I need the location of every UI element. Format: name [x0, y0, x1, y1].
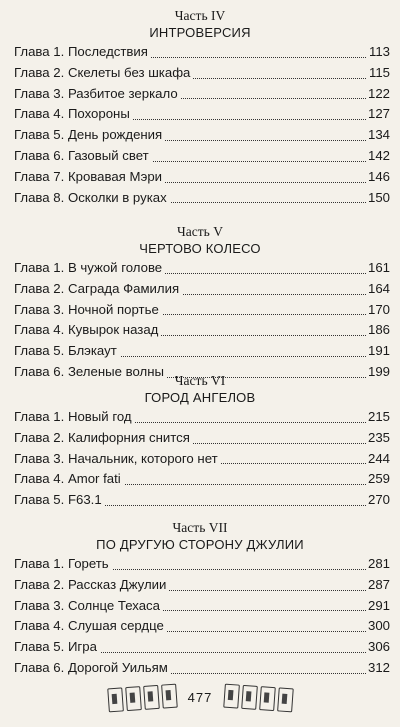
chapter-page-number: 300 — [366, 616, 390, 637]
chapter-page-number: 199 — [366, 362, 390, 383]
list-item — [14, 658, 390, 679]
chapter-title: Глава 2. Калифорния снится — [14, 430, 193, 445]
part-title: ИНТРОВЕРСИЯ — [149, 25, 251, 40]
chapter-title: Глава 7. Кровавая Мэри — [14, 169, 165, 184]
chapter-title: Глава 1. Новый год — [14, 409, 135, 424]
list-item — [14, 616, 390, 637]
chapter-page-number: 164 — [366, 279, 390, 300]
chapter-title: Глава 5. Игра — [14, 639, 100, 654]
list-item — [14, 84, 390, 105]
chapter-page-number: 291 — [366, 596, 390, 617]
chapter-title: Глава 1. Гореть — [14, 556, 112, 571]
list-item — [14, 146, 390, 167]
part-title: ПО ДРУГУЮ СТОРОНУ ДЖУЛИИ — [96, 537, 304, 552]
chapter-title: Глава 3. Солнце Техаса — [14, 598, 163, 613]
chapter-page-number: 146 — [366, 167, 390, 188]
chapter-list — [0, 258, 400, 383]
chapter-title: Глава 1. Последствия — [14, 44, 151, 59]
chapter-page-number: 306 — [366, 637, 390, 658]
chapter-list — [0, 554, 400, 679]
chapter-page-number: 142 — [366, 146, 390, 167]
chapter-page-number: 235 — [366, 428, 390, 449]
page-number: 477 — [187, 690, 213, 705]
chapter-page-number: 215 — [366, 407, 390, 428]
chapter-title: Глава 6. Дорогой Уильям — [14, 660, 171, 675]
chapter-list — [0, 407, 400, 511]
playing-cards-icon — [107, 684, 178, 713]
part-section — [0, 373, 400, 511]
chapter-title: Глава 6. Зеленые волны — [14, 364, 167, 379]
list-item — [14, 407, 390, 428]
list-item — [14, 279, 390, 300]
list-item — [14, 575, 390, 596]
list-item — [14, 637, 390, 658]
list-item — [14, 320, 390, 341]
part-section — [0, 520, 400, 679]
chapter-page-number: 115 — [367, 63, 390, 84]
chapter-title: Глава 4. Похороны — [14, 106, 133, 121]
chapter-page-number: 170 — [366, 300, 390, 321]
chapter-title: Глава 2. Скелеты без шкафа — [14, 65, 193, 80]
chapter-title: Глава 2. Рассказ Джулии — [14, 577, 169, 592]
chapter-page-number: 270 — [366, 490, 390, 511]
chapter-title: Глава 5. Блэкаут — [14, 343, 120, 358]
chapter-page-number: 134 — [366, 125, 390, 146]
list-item — [14, 428, 390, 449]
chapter-title: Глава 6. Газовый свет — [14, 148, 152, 163]
chapter-title: Глава 8. Осколки в руках — [14, 190, 170, 205]
chapter-title: Глава 1. В чужой голове — [14, 260, 165, 275]
chapter-title: Глава 3. Ночной портье — [14, 302, 162, 317]
part-number: Часть VII — [172, 520, 228, 535]
part-title: ЧЕРТОВО КОЛЕСО — [139, 241, 261, 256]
chapter-page-number: 127 — [366, 104, 390, 125]
page-footer — [0, 686, 400, 720]
chapter-page-number: 161 — [366, 258, 390, 279]
chapter-page-number: 244 — [366, 449, 390, 470]
chapter-page-number: 287 — [366, 575, 390, 596]
part-section — [0, 8, 400, 208]
list-item — [14, 42, 390, 63]
chapter-page-number: 186 — [366, 320, 390, 341]
chapter-title: Глава 5. День рождения — [14, 127, 165, 142]
chapter-page-number: 281 — [366, 554, 390, 575]
list-item — [14, 167, 390, 188]
chapter-title: Глава 4. Слушая сердце — [14, 618, 167, 633]
chapter-title: Глава 5. F63.1 — [14, 492, 105, 507]
list-item — [14, 258, 390, 279]
part-number: Часть VI — [174, 373, 226, 388]
list-item — [14, 125, 390, 146]
part-number: Часть IV — [174, 8, 226, 23]
chapter-title: Глава 3. Начальник, которого нет — [14, 451, 221, 466]
part-number: Часть V — [177, 224, 223, 239]
list-item — [14, 63, 390, 84]
chapter-page-number: 113 — [367, 42, 390, 63]
chapter-page-number: 122 — [366, 84, 390, 105]
list-item — [14, 596, 390, 617]
list-item — [14, 104, 390, 125]
list-item — [14, 469, 390, 490]
chapter-title: Глава 4. Кувырок назад — [14, 322, 161, 337]
chapter-title: Глава 4. Amor fati — [14, 471, 124, 486]
list-item — [14, 554, 390, 575]
chapter-list — [0, 42, 400, 208]
list-item — [14, 300, 390, 321]
chapter-page-number: 150 — [366, 188, 390, 209]
chapter-title: Глава 2. Саграда Фамилия — [14, 281, 182, 296]
list-item — [14, 449, 390, 470]
list-item — [14, 341, 390, 362]
chapter-page-number: 312 — [366, 658, 390, 679]
part-section — [0, 224, 400, 383]
chapter-page-number: 191 — [366, 341, 390, 362]
chapter-page-number: 259 — [366, 469, 390, 490]
list-item — [14, 490, 390, 511]
chapter-title: Глава 3. Разбитое зеркало — [14, 86, 181, 101]
part-title: ГОРОД АНГЕЛОВ — [144, 390, 256, 405]
playing-cards-icon — [223, 684, 294, 713]
list-item — [14, 188, 390, 209]
